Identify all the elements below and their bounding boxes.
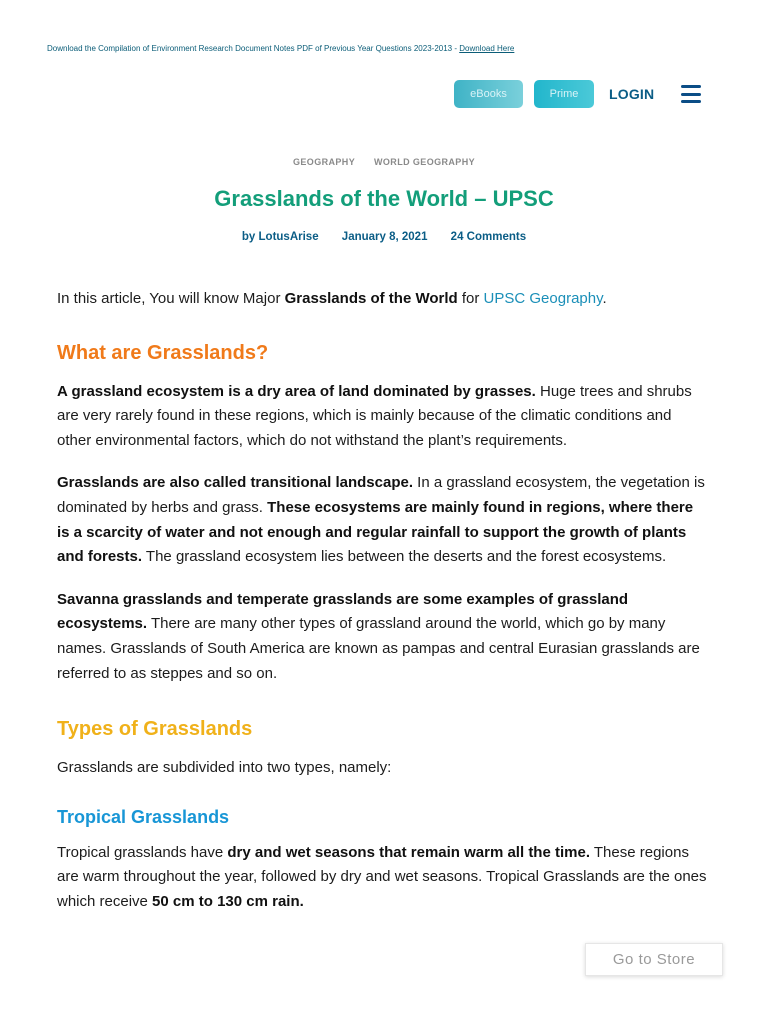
intro-paragraph: In this article, You will know Major Grasslands of the World for UPSC Geography.	[57, 290, 607, 307]
ebooks-button[interactable]: eBooks	[454, 80, 523, 108]
comments-link[interactable]: 24 Comments	[450, 231, 527, 243]
go-to-store-button[interactable]: Go to Store	[585, 943, 723, 976]
heading-what-are-grasslands: What are Grasslands?	[57, 341, 269, 364]
paragraph-subdivided: Grasslands are subdivided into two types, namely:	[57, 759, 392, 777]
paragraph-transitional: Grasslands are also called transitional landscape. In a grassland ecosystem, the vegetation is dominated by herbs and grass. These ecosystems are mainly found in regions, where there is a scarcity of water and not enough and regular rainfall to support the growth of plants and forests. The grassland ecosystem lies between the deserts and the forest ecosystems.	[57, 474, 705, 566]
article-body	[57, 287, 707, 933]
announcement-bar	[47, 44, 737, 53]
announcement-text: Download the Compilation of Environment Research Document Notes PDF of Previous Year Questions 2023-2013 -	[47, 44, 460, 53]
paragraph-tropical: Tropical grasslands have dry and wet seasons that remain warm all the time. These regions are warm throughout the year, followed by dry and wet seasons. Tropical Grasslands are the ones which receive 50 cm to 130 cm rain.	[57, 843, 707, 910]
hamburger-menu-icon[interactable]	[681, 85, 701, 103]
heading-tropical-grasslands: Tropical Grasslands	[57, 806, 230, 827]
category-links	[0, 157, 768, 167]
heading-types-of-grasslands: Types of Grasslands	[57, 718, 253, 741]
date-link[interactable]: January 8, 2021	[341, 231, 428, 243]
prime-button[interactable]: Prime	[534, 80, 594, 108]
author-link[interactable]: by LotusArise	[241, 231, 319, 243]
upsc-geography-link[interactable]: UPSC Geography	[483, 290, 603, 307]
article-meta	[0, 231, 768, 243]
paragraph-definition: A grassland ecosystem is a dry area of land dominated by grasses. Huge trees and shrubs are very rarely found in these regions, which is mainly because of the climatic conditions and other environmental factors, which do not withstand the plant’s requirements.	[57, 382, 692, 449]
article-title: Grasslands of the World – UPSC	[214, 186, 554, 211]
top-navigation	[454, 80, 701, 108]
category-world-geography[interactable]: WORLD GEOGRAPHY	[374, 157, 476, 167]
download-here-link[interactable]: Download Here	[459, 44, 515, 53]
category-geography[interactable]: GEOGRAPHY	[292, 157, 356, 167]
login-link[interactable]: LOGIN	[609, 86, 655, 102]
paragraph-examples: Savanna grasslands and temperate grasslands are some examples of grassland ecosystems. There are many other types of grassland around the world, which go by many names. Grasslands of South America are known as pampas and central Eurasian grasslands are referred to as steppes and so on.	[57, 590, 700, 682]
